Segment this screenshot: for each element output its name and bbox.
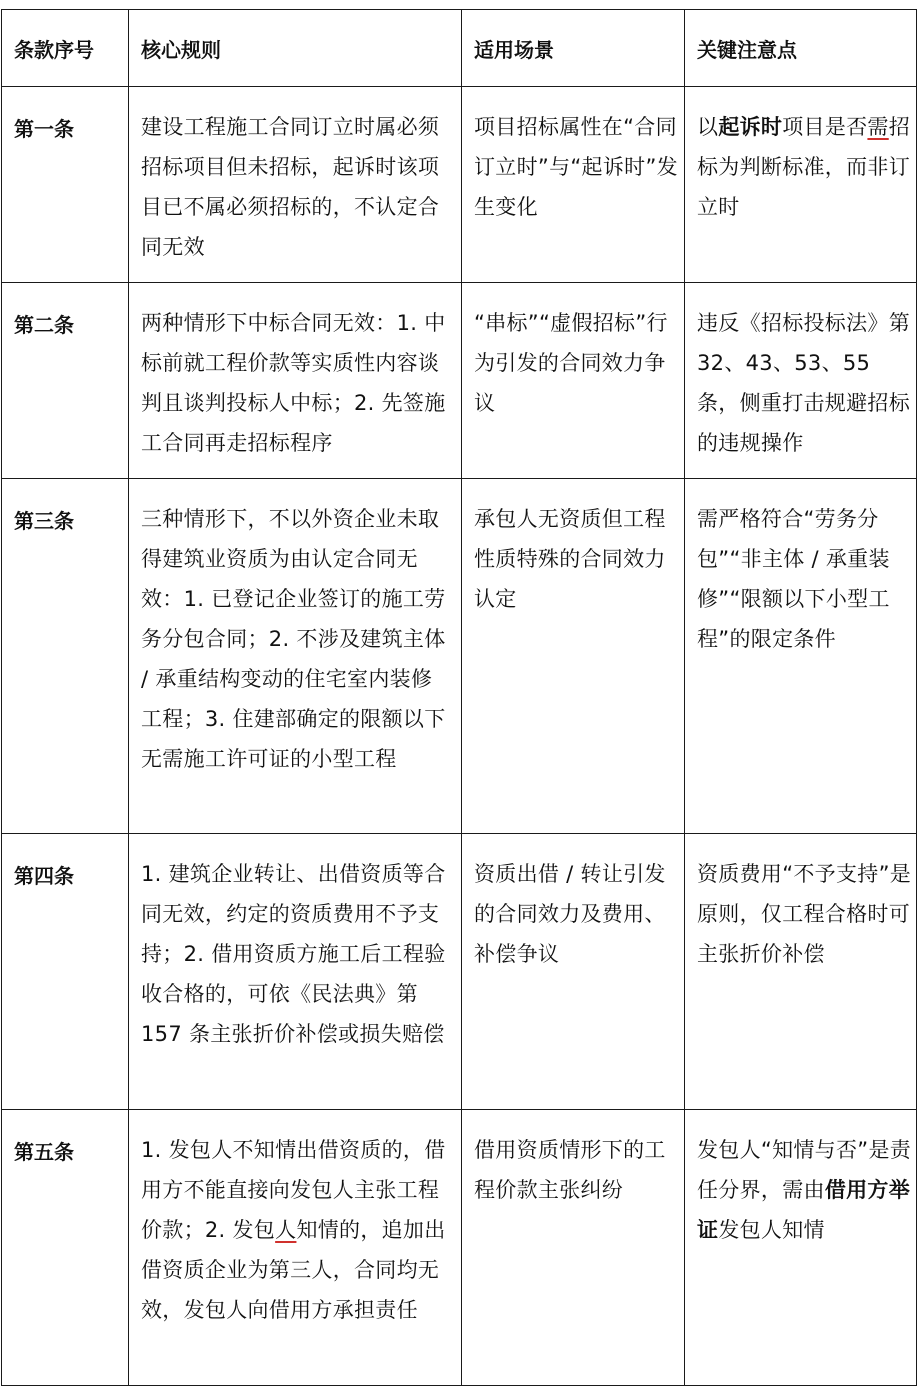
key-note-text: 发包人知情 (718, 1218, 825, 1242)
scenario: “串标”“虚假招标”行为引发的合同效力争议 (462, 283, 685, 479)
core-rule: 两种情形下中标合同无效：1. 中标前就工程价款等实质性内容谈判且谈判投标人中标；2. 先签施工合同再走招标程序 (129, 283, 462, 479)
table-row (2, 834, 917, 1110)
key-note-emphasis: 起诉时 (718, 115, 783, 139)
header-clause-number: 条款序号 (2, 10, 129, 87)
core-rule: 三种情形下，不以外资企业未取得建筑业资质为由认定合同无效：1. 已登记企业签订的施工劳务分包合同；2. 不涉及建筑主体 / 承重结构变动的住宅室内装修工程；3. 住建部确定的限额以下无需施工许可证的小型工程 (129, 479, 462, 834)
key-note-text: 以 (697, 115, 719, 139)
key-note-text: 招标为判断标准，而非订立时 (697, 115, 911, 219)
clause-number: 第一条 (2, 87, 129, 283)
key-note: 需严格符合“劳务分包”“非主体 / 承重装修”“限额以下小型工程”的限定条件 (685, 479, 917, 834)
core-rule-text: 1. 发包人不知情出借资质的，借用方不能直接向发包人主张工程价款；2. 发包 (141, 1138, 446, 1242)
clause-number: 第四条 (2, 834, 129, 1110)
clause-table (1, 9, 917, 1386)
table-row (2, 283, 917, 479)
table-row (2, 1110, 917, 1386)
clause-number: 第二条 (2, 283, 129, 479)
scenario: 借用资质情形下的工程价款主张纠纷 (462, 1110, 685, 1386)
key-note: 违反《招标投标法》第 32、43、53、55 条，侧重打击规避招标的违规操作 (685, 283, 917, 479)
core-rule (129, 1110, 462, 1386)
core-rule: 1. 建筑企业转让、出借资质等合同无效，约定的资质费用不予支持；2. 借用资质方施工后工程验收合格的，可依《民法典》第 157 条主张折价补偿或损失赔偿 (129, 834, 462, 1110)
core-rule-text: 知情的，追加出借资质企业为第三人，合同均无效，发包人向借用方承担责任 (141, 1218, 446, 1322)
header-key-notes: 关键注意点 (685, 10, 917, 87)
core-rule: 建设工程施工合同订立时属必须招标项目但未招标，起诉时该项目已不属必须招标的，不认定合同无效 (129, 87, 462, 283)
key-note (685, 87, 917, 283)
key-note: 资质费用“不予支持”是原则，仅工程合格时可主张折价补偿 (685, 834, 917, 1110)
clause-number: 第三条 (2, 479, 129, 834)
table-row (2, 87, 917, 283)
core-rule-marked: 人 (275, 1218, 297, 1242)
key-note-text: 发包人“知情与否”是责任分界，需由 (697, 1138, 912, 1202)
key-note-marked: 需 (867, 115, 889, 139)
header-scenario: 适用场景 (462, 10, 685, 87)
header-core-rule: 核心规则 (129, 10, 462, 87)
clause-number: 第五条 (2, 1110, 129, 1386)
scenario: 资质出借 / 转让引发的合同效力及费用、补偿争议 (462, 834, 685, 1110)
table-header-row (2, 10, 917, 87)
table-row (2, 479, 917, 834)
scenario: 承包人无资质但工程性质特殊的合同效力认定 (462, 479, 685, 834)
key-note (685, 1110, 917, 1386)
scenario: 项目招标属性在“合同订立时”与“起诉时”发生变化 (462, 87, 685, 283)
key-note-emphasis: 借用方举证 (697, 1178, 911, 1242)
key-note-text: 项目是否 (782, 115, 868, 139)
